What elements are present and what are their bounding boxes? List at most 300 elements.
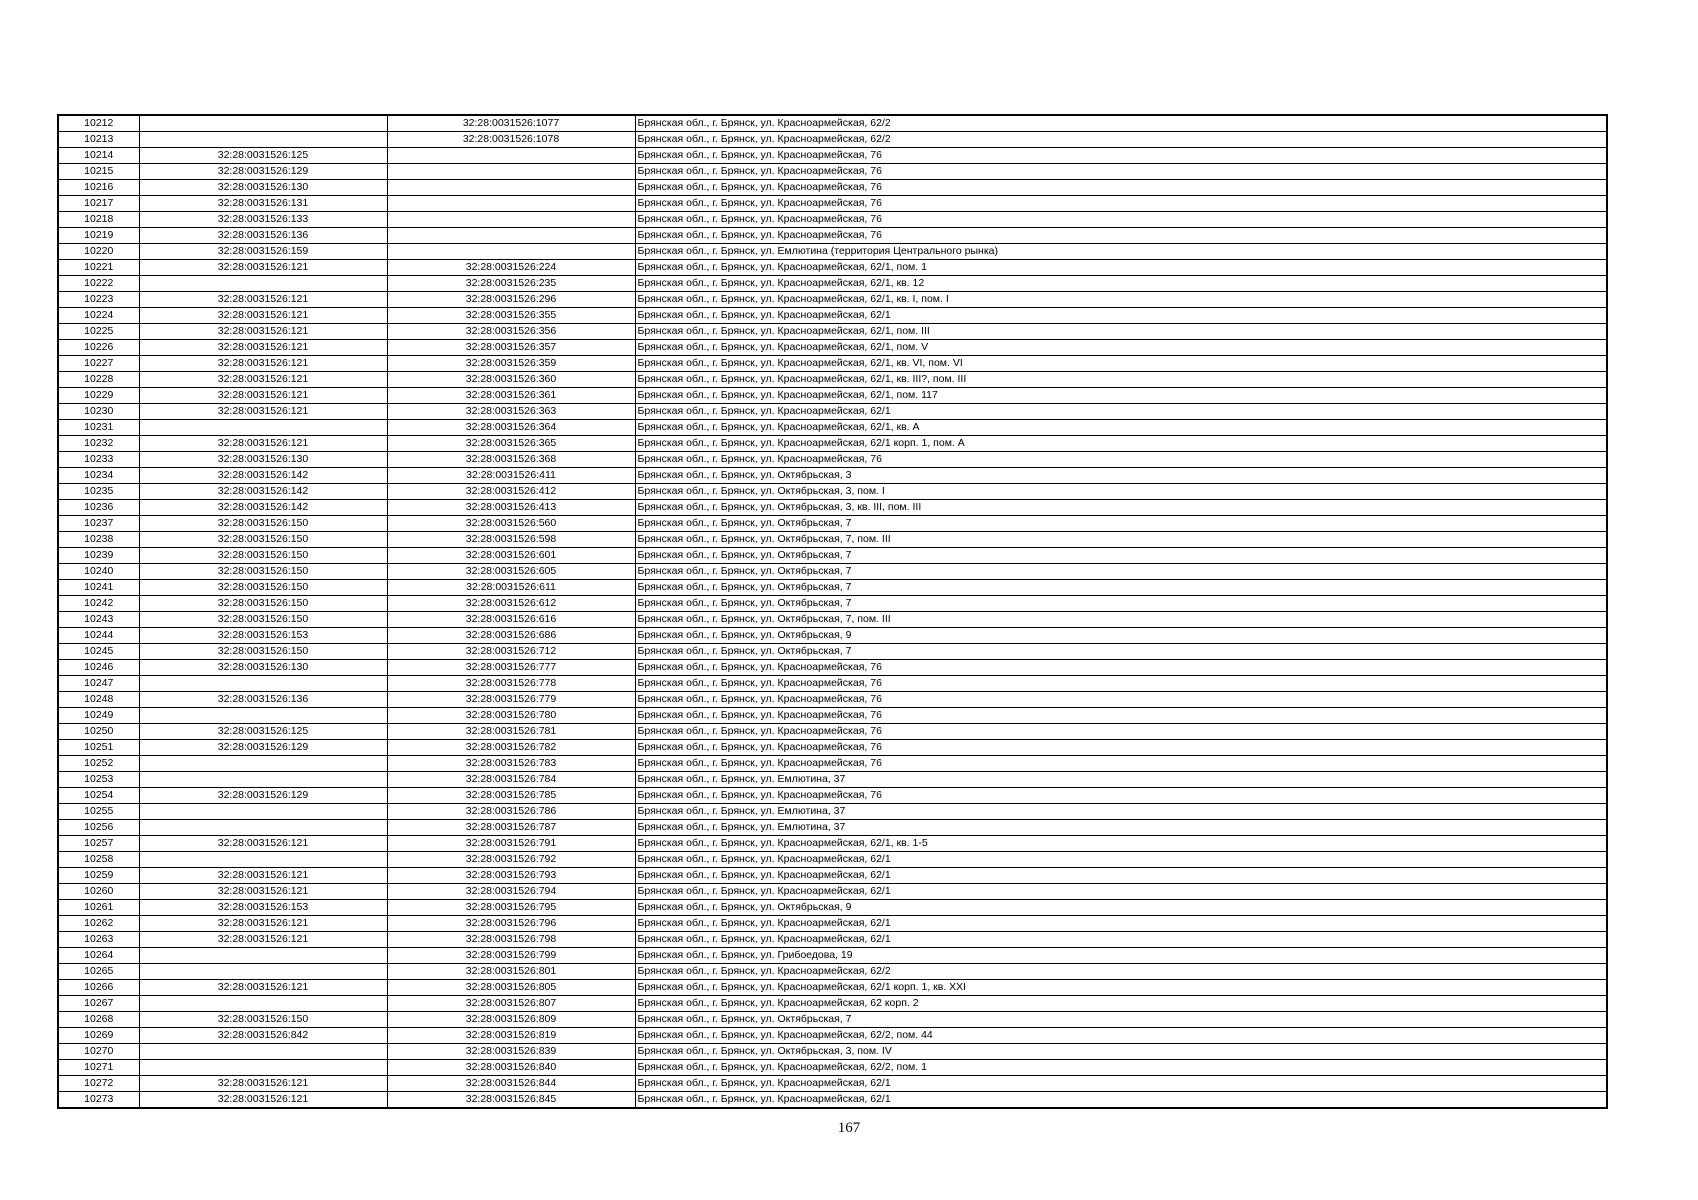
address-cell: Брянская обл., г. Брянск, ул. Красноармейская, 76: [635, 212, 1607, 228]
land-parcel-cadastral-cell: 32:28:0031526:121: [139, 884, 387, 900]
table-row: [58, 900, 1607, 916]
object-cadastral-cell: 32:28:0031526:785: [387, 788, 635, 804]
table-row: [58, 884, 1607, 900]
address-cell: Брянская обл., г. Брянск, ул. Красноармейская, 76: [635, 676, 1607, 692]
row-number-cell: 10232: [58, 436, 139, 452]
land-parcel-cadastral-cell: [139, 708, 387, 724]
land-parcel-cadastral-cell: 32:28:0031526:125: [139, 148, 387, 164]
land-parcel-cadastral-cell: 32:28:0031526:150: [139, 596, 387, 612]
land-parcel-cadastral-cell: 32:28:0031526:121: [139, 436, 387, 452]
row-number-cell: 10268: [58, 1012, 139, 1028]
object-cadastral-cell: 32:28:0031526:780: [387, 708, 635, 724]
table-row: [58, 676, 1607, 692]
address-cell: Брянская обл., г. Брянск, ул. Октябрьская, 7, пом. III: [635, 612, 1607, 628]
row-number-cell: 10230: [58, 404, 139, 420]
row-number-cell: 10272: [58, 1076, 139, 1092]
address-cell: Брянская обл., г. Брянск, ул. Красноармейская, 62/1: [635, 308, 1607, 324]
land-parcel-cadastral-cell: 32:28:0031526:159: [139, 244, 387, 260]
row-number-cell: 10265: [58, 964, 139, 980]
land-parcel-cadastral-cell: [139, 132, 387, 148]
address-cell: Брянская обл., г. Брянск, ул. Красноармейская, 76: [635, 164, 1607, 180]
table-row: [58, 628, 1607, 644]
object-cadastral-cell: 32:28:0031526:365: [387, 436, 635, 452]
table-row: [58, 164, 1607, 180]
object-cadastral-cell: 32:28:0031526:782: [387, 740, 635, 756]
row-number-cell: 10264: [58, 948, 139, 964]
address-cell: Брянская обл., г. Брянск, ул. Октябрьская, 7: [635, 548, 1607, 564]
land-parcel-cadastral-cell: [139, 676, 387, 692]
land-parcel-cadastral-cell: [139, 115, 387, 132]
land-parcel-cadastral-cell: 32:28:0031526:121: [139, 1092, 387, 1109]
address-cell: Брянская обл., г. Брянск, ул. Октябрьская, 3, кв. III, пом. III: [635, 500, 1607, 516]
address-cell: Брянская обл., г. Брянск, ул. Октябрьская, 7: [635, 580, 1607, 596]
row-number-cell: 10233: [58, 452, 139, 468]
table-body: [58, 115, 1607, 1108]
object-cadastral-cell: 32:28:0031526:363: [387, 404, 635, 420]
address-cell: Брянская обл., г. Брянск, ул. Емлютина (территория Центрального рынка): [635, 244, 1607, 260]
object-cadastral-cell: 32:28:0031526:792: [387, 852, 635, 868]
row-number-cell: 10250: [58, 724, 139, 740]
row-number-cell: 10234: [58, 468, 139, 484]
table-row: [58, 404, 1607, 420]
land-parcel-cadastral-cell: [139, 820, 387, 836]
table-row: [58, 596, 1607, 612]
row-number-cell: 10261: [58, 900, 139, 916]
land-parcel-cadastral-cell: [139, 964, 387, 980]
table-row: [58, 724, 1607, 740]
table-row: [58, 196, 1607, 212]
address-cell: Брянская обл., г. Брянск, ул. Октябрьская, 7: [635, 644, 1607, 660]
object-cadastral-cell: 32:28:0031526:235: [387, 276, 635, 292]
table-row: [58, 1076, 1607, 1092]
object-cadastral-cell: 32:28:0031526:839: [387, 1044, 635, 1060]
address-cell: Брянская обл., г. Брянск, ул. Красноармейская, 62/1, пом. III: [635, 324, 1607, 340]
land-parcel-cadastral-cell: 32:28:0031526:121: [139, 292, 387, 308]
object-cadastral-cell: [387, 196, 635, 212]
object-cadastral-cell: 32:28:0031526:411: [387, 468, 635, 484]
land-parcel-cadastral-cell: [139, 852, 387, 868]
land-parcel-cadastral-cell: 32:28:0031526:121: [139, 356, 387, 372]
address-cell: Брянская обл., г. Брянск, ул. Красноармейская, 62/2, пом. 1: [635, 1060, 1607, 1076]
object-cadastral-cell: 32:28:0031526:1078: [387, 132, 635, 148]
address-cell: Брянская обл., г. Брянск, ул. Красноармейская, 62/2: [635, 115, 1607, 132]
table-row: [58, 1044, 1607, 1060]
land-parcel-cadastral-cell: 32:28:0031526:136: [139, 692, 387, 708]
address-cell: Брянская обл., г. Брянск, ул. Красноармейская, 62/1, кв. VI, пом. VI: [635, 356, 1607, 372]
land-parcel-cadastral-cell: 32:28:0031526:121: [139, 980, 387, 996]
row-number-cell: 10253: [58, 772, 139, 788]
object-cadastral-cell: 32:28:0031526:412: [387, 484, 635, 500]
object-cadastral-cell: 32:28:0031526:560: [387, 516, 635, 532]
table-row: [58, 564, 1607, 580]
address-cell: Брянская обл., г. Брянск, ул. Красноармейская, 62/2, пом. 44: [635, 1028, 1607, 1044]
row-number-cell: 10228: [58, 372, 139, 388]
object-cadastral-cell: 32:28:0031526:779: [387, 692, 635, 708]
table-row: [58, 308, 1607, 324]
land-parcel-cadastral-cell: 32:28:0031526:129: [139, 164, 387, 180]
row-number-cell: 10263: [58, 932, 139, 948]
land-parcel-cadastral-cell: 32:28:0031526:150: [139, 532, 387, 548]
address-cell: Брянская обл., г. Брянск, ул. Емлютина, 37: [635, 820, 1607, 836]
address-cell: Брянская обл., г. Брянск, ул. Октябрьская, 9: [635, 900, 1607, 916]
land-parcel-cadastral-cell: 32:28:0031526:130: [139, 452, 387, 468]
address-cell: Брянская обл., г. Брянск, ул. Красноармейская, 76: [635, 196, 1607, 212]
object-cadastral-cell: 32:28:0031526:601: [387, 548, 635, 564]
address-cell: Брянская обл., г. Брянск, ул. Красноармейская, 76: [635, 660, 1607, 676]
object-cadastral-cell: 32:28:0031526:799: [387, 948, 635, 964]
object-cadastral-cell: 32:28:0031526:778: [387, 676, 635, 692]
object-cadastral-cell: 32:28:0031526:605: [387, 564, 635, 580]
land-parcel-cadastral-cell: [139, 420, 387, 436]
table-row: [58, 1028, 1607, 1044]
row-number-cell: 10218: [58, 212, 139, 228]
table-row: [58, 436, 1607, 452]
land-parcel-cadastral-cell: 32:28:0031526:129: [139, 740, 387, 756]
row-number-cell: 10246: [58, 660, 139, 676]
table-row: [58, 644, 1607, 660]
address-cell: Брянская обл., г. Брянск, ул. Красноармейская, 62/2: [635, 132, 1607, 148]
row-number-cell: 10267: [58, 996, 139, 1012]
row-number-cell: 10215: [58, 164, 139, 180]
table-row: [58, 804, 1607, 820]
row-number-cell: 10222: [58, 276, 139, 292]
address-cell: Брянская обл., г. Брянск, ул. Октябрьская, 7: [635, 1012, 1607, 1028]
table-row: [58, 916, 1607, 932]
object-cadastral-cell: [387, 244, 635, 260]
row-number-cell: 10229: [58, 388, 139, 404]
row-number-cell: 10273: [58, 1092, 139, 1109]
row-number-cell: 10212: [58, 115, 139, 132]
table-row: [58, 836, 1607, 852]
table-row: [58, 452, 1607, 468]
object-cadastral-cell: 32:28:0031526:360: [387, 372, 635, 388]
object-cadastral-cell: 32:28:0031526:781: [387, 724, 635, 740]
table-row: [58, 708, 1607, 724]
table-row: [58, 276, 1607, 292]
land-parcel-cadastral-cell: 32:28:0031526:142: [139, 500, 387, 516]
object-cadastral-cell: 32:28:0031526:787: [387, 820, 635, 836]
table-row: [58, 948, 1607, 964]
address-cell: Брянская обл., г. Брянск, ул. Октябрьская, 3: [635, 468, 1607, 484]
land-parcel-cadastral-cell: [139, 756, 387, 772]
row-number-cell: 10225: [58, 324, 139, 340]
land-parcel-cadastral-cell: 32:28:0031526:153: [139, 628, 387, 644]
address-cell: Брянская обл., г. Брянск, ул. Октябрьская, 7: [635, 596, 1607, 612]
table-row: [58, 852, 1607, 868]
object-cadastral-cell: 32:28:0031526:1077: [387, 115, 635, 132]
object-cadastral-cell: 32:28:0031526:793: [387, 868, 635, 884]
table-row: [58, 532, 1607, 548]
land-parcel-cadastral-cell: 32:28:0031526:121: [139, 932, 387, 948]
land-parcel-cadastral-cell: 32:28:0031526:131: [139, 196, 387, 212]
row-number-cell: 10251: [58, 740, 139, 756]
table-row: [58, 500, 1607, 516]
land-parcel-cadastral-cell: 32:28:0031526:121: [139, 916, 387, 932]
address-cell: Брянская обл., г. Брянск, ул. Грибоедова, 19: [635, 948, 1607, 964]
object-cadastral-cell: 32:28:0031526:795: [387, 900, 635, 916]
table-row: [58, 580, 1607, 596]
table-row: [58, 1092, 1607, 1109]
object-cadastral-cell: 32:28:0031526:801: [387, 964, 635, 980]
object-cadastral-cell: 32:28:0031526:612: [387, 596, 635, 612]
land-parcel-cadastral-cell: 32:28:0031526:150: [139, 644, 387, 660]
row-number-cell: 10248: [58, 692, 139, 708]
land-parcel-cadastral-cell: 32:28:0031526:121: [139, 324, 387, 340]
land-parcel-cadastral-cell: 32:28:0031526:130: [139, 660, 387, 676]
land-parcel-cadastral-cell: 32:28:0031526:121: [139, 1076, 387, 1092]
land-parcel-cadastral-cell: [139, 276, 387, 292]
row-number-cell: 10241: [58, 580, 139, 596]
row-number-cell: 10247: [58, 676, 139, 692]
row-number-cell: 10226: [58, 340, 139, 356]
land-parcel-cadastral-cell: [139, 804, 387, 820]
object-cadastral-cell: 32:28:0031526:844: [387, 1076, 635, 1092]
object-cadastral-cell: 32:28:0031526:356: [387, 324, 635, 340]
land-parcel-cadastral-cell: 32:28:0031526:150: [139, 516, 387, 532]
land-parcel-cadastral-cell: 32:28:0031526:150: [139, 612, 387, 628]
land-parcel-cadastral-cell: 32:28:0031526:136: [139, 228, 387, 244]
table-row: [58, 756, 1607, 772]
address-cell: Брянская обл., г. Брянск, ул. Октябрьская, 3, пом. IV: [635, 1044, 1607, 1060]
row-number-cell: 10260: [58, 884, 139, 900]
table-row: [58, 692, 1607, 708]
registry-table: [57, 114, 1608, 1109]
table-row: [58, 1012, 1607, 1028]
address-cell: Брянская обл., г. Брянск, ул. Красноармейская, 62/1, кв. 12: [635, 276, 1607, 292]
object-cadastral-cell: [387, 148, 635, 164]
row-number-cell: 10238: [58, 532, 139, 548]
row-number-cell: 10236: [58, 500, 139, 516]
row-number-cell: 10271: [58, 1060, 139, 1076]
row-number-cell: 10240: [58, 564, 139, 580]
address-cell: Брянская обл., г. Брянск, ул. Красноармейская, 62/1, пом. 1: [635, 260, 1607, 276]
table-row: [58, 740, 1607, 756]
object-cadastral-cell: 32:28:0031526:296: [387, 292, 635, 308]
row-number-cell: 10255: [58, 804, 139, 820]
table-row: [58, 820, 1607, 836]
address-cell: Брянская обл., г. Брянск, ул. Октябрьская, 7: [635, 564, 1607, 580]
table-row: [58, 260, 1607, 276]
row-number-cell: 10257: [58, 836, 139, 852]
object-cadastral-cell: 32:28:0031526:809: [387, 1012, 635, 1028]
land-parcel-cadastral-cell: 32:28:0031526:842: [139, 1028, 387, 1044]
land-parcel-cadastral-cell: [139, 772, 387, 788]
row-number-cell: 10266: [58, 980, 139, 996]
land-parcel-cadastral-cell: 32:28:0031526:121: [139, 836, 387, 852]
object-cadastral-cell: 32:28:0031526:786: [387, 804, 635, 820]
table-row: [58, 212, 1607, 228]
land-parcel-cadastral-cell: [139, 1060, 387, 1076]
land-parcel-cadastral-cell: 32:28:0031526:150: [139, 548, 387, 564]
table-row: [58, 996, 1607, 1012]
object-cadastral-cell: 32:28:0031526:807: [387, 996, 635, 1012]
land-parcel-cadastral-cell: 32:28:0031526:121: [139, 260, 387, 276]
address-cell: Брянская обл., г. Брянск, ул. Красноармейская, 62/1 корп. 1, кв. XXI: [635, 980, 1607, 996]
address-cell: Брянская обл., г. Брянск, ул. Красноармейская, 62/1: [635, 1076, 1607, 1092]
land-parcel-cadastral-cell: 32:28:0031526:121: [139, 308, 387, 324]
land-parcel-cadastral-cell: 32:28:0031526:150: [139, 1012, 387, 1028]
address-cell: Брянская обл., г. Брянск, ул. Октябрьская, 7, пом. III: [635, 532, 1607, 548]
address-cell: Брянская обл., г. Брянск, ул. Красноармейская, 62 корп. 2: [635, 996, 1607, 1012]
object-cadastral-cell: 32:28:0031526:791: [387, 836, 635, 852]
row-number-cell: 10227: [58, 356, 139, 372]
row-number-cell: 10252: [58, 756, 139, 772]
land-parcel-cadastral-cell: 32:28:0031526:150: [139, 564, 387, 580]
address-cell: Брянская обл., г. Брянск, ул. Красноармейская, 62/1, пом. V: [635, 340, 1607, 356]
object-cadastral-cell: 32:28:0031526:364: [387, 420, 635, 436]
address-cell: Брянская обл., г. Брянск, ул. Красноармейская, 76: [635, 788, 1607, 804]
address-cell: Брянская обл., г. Брянск, ул. Красноармейская, 76: [635, 180, 1607, 196]
address-cell: Брянская обл., г. Брянск, ул. Красноармейская, 62/1: [635, 884, 1607, 900]
row-number-cell: 10239: [58, 548, 139, 564]
address-cell: Брянская обл., г. Брянск, ул. Красноармейская, 76: [635, 452, 1607, 468]
row-number-cell: 10262: [58, 916, 139, 932]
table-row: [58, 115, 1607, 132]
land-parcel-cadastral-cell: 32:28:0031526:125: [139, 724, 387, 740]
object-cadastral-cell: 32:28:0031526:224: [387, 260, 635, 276]
object-cadastral-cell: 32:28:0031526:805: [387, 980, 635, 996]
land-parcel-cadastral-cell: [139, 948, 387, 964]
address-cell: Брянская обл., г. Брянск, ул. Красноармейская, 62/1 корп. 1, пом. А: [635, 436, 1607, 452]
object-cadastral-cell: 32:28:0031526:794: [387, 884, 635, 900]
table-row: [58, 612, 1607, 628]
table-row: [58, 132, 1607, 148]
table-row: [58, 772, 1607, 788]
object-cadastral-cell: [387, 212, 635, 228]
object-cadastral-cell: 32:28:0031526:357: [387, 340, 635, 356]
address-cell: Брянская обл., г. Брянск, ул. Красноармейская, 76: [635, 708, 1607, 724]
land-parcel-cadastral-cell: [139, 996, 387, 1012]
row-number-cell: 10237: [58, 516, 139, 532]
table-row: [58, 932, 1607, 948]
address-cell: Брянская обл., г. Брянск, ул. Красноармейская, 62/1, кв. I, пом. I: [635, 292, 1607, 308]
object-cadastral-cell: 32:28:0031526:611: [387, 580, 635, 596]
row-number-cell: 10249: [58, 708, 139, 724]
row-number-cell: 10256: [58, 820, 139, 836]
land-parcel-cadastral-cell: 32:28:0031526:121: [139, 868, 387, 884]
address-cell: Брянская обл., г. Брянск, ул. Октябрьская, 7: [635, 516, 1607, 532]
object-cadastral-cell: 32:28:0031526:598: [387, 532, 635, 548]
row-number-cell: 10258: [58, 852, 139, 868]
page-number: 167: [837, 1120, 861, 1136]
object-cadastral-cell: 32:28:0031526:413: [387, 500, 635, 516]
object-cadastral-cell: 32:28:0031526:712: [387, 644, 635, 660]
land-parcel-cadastral-cell: 32:28:0031526:153: [139, 900, 387, 916]
land-parcel-cadastral-cell: 32:28:0031526:133: [139, 212, 387, 228]
land-parcel-cadastral-cell: 32:28:0031526:142: [139, 484, 387, 500]
address-cell: Брянская обл., г. Брянск, ул. Красноармейская, 76: [635, 228, 1607, 244]
table-row: [58, 244, 1607, 260]
land-parcel-cadastral-cell: 32:28:0031526:121: [139, 404, 387, 420]
address-cell: Брянская обл., г. Брянск, ул. Красноармейская, 62/1: [635, 868, 1607, 884]
land-parcel-cadastral-cell: 32:28:0031526:150: [139, 580, 387, 596]
address-cell: Брянская обл., г. Брянск, ул. Красноармейская, 62/2: [635, 964, 1607, 980]
row-number-cell: 10244: [58, 628, 139, 644]
table-row: [58, 372, 1607, 388]
table-row: [58, 484, 1607, 500]
table-row: [58, 788, 1607, 804]
row-number-cell: 10214: [58, 148, 139, 164]
row-number-cell: 10220: [58, 244, 139, 260]
object-cadastral-cell: 32:28:0031526:819: [387, 1028, 635, 1044]
table-row: [58, 980, 1607, 996]
row-number-cell: 10216: [58, 180, 139, 196]
object-cadastral-cell: 32:28:0031526:840: [387, 1060, 635, 1076]
table-row: [58, 548, 1607, 564]
table-row: [58, 180, 1607, 196]
row-number-cell: 10231: [58, 420, 139, 436]
address-cell: Брянская обл., г. Брянск, ул. Красноармейская, 76: [635, 148, 1607, 164]
object-cadastral-cell: [387, 180, 635, 196]
address-cell: Брянская обл., г. Брянск, ул. Красноармейская, 62/1, кв. А: [635, 420, 1607, 436]
object-cadastral-cell: [387, 164, 635, 180]
table-row: [58, 340, 1607, 356]
object-cadastral-cell: 32:28:0031526:359: [387, 356, 635, 372]
row-number-cell: 10259: [58, 868, 139, 884]
land-parcel-cadastral-cell: 32:28:0031526:129: [139, 788, 387, 804]
address-cell: Брянская обл., г. Брянск, ул. Емлютина, 37: [635, 772, 1607, 788]
table-row: [58, 516, 1607, 532]
row-number-cell: 10219: [58, 228, 139, 244]
land-parcel-cadastral-cell: 32:28:0031526:130: [139, 180, 387, 196]
object-cadastral-cell: 32:28:0031526:686: [387, 628, 635, 644]
row-number-cell: 10270: [58, 1044, 139, 1060]
table-row: [58, 964, 1607, 980]
object-cadastral-cell: 32:28:0031526:845: [387, 1092, 635, 1109]
table-row: [58, 1060, 1607, 1076]
object-cadastral-cell: 32:28:0031526:777: [387, 660, 635, 676]
object-cadastral-cell: 32:28:0031526:361: [387, 388, 635, 404]
table-row: [58, 420, 1607, 436]
table-row: [58, 324, 1607, 340]
land-parcel-cadastral-cell: 32:28:0031526:121: [139, 388, 387, 404]
address-cell: Брянская обл., г. Брянск, ул. Емлютина, 37: [635, 804, 1607, 820]
row-number-cell: 10217: [58, 196, 139, 212]
object-cadastral-cell: 32:28:0031526:798: [387, 932, 635, 948]
object-cadastral-cell: [387, 228, 635, 244]
land-parcel-cadastral-cell: 32:28:0031526:121: [139, 340, 387, 356]
address-cell: Брянская обл., г. Брянск, ул. Октябрьская, 3, пом. I: [635, 484, 1607, 500]
row-number-cell: 10242: [58, 596, 139, 612]
row-number-cell: 10235: [58, 484, 139, 500]
row-number-cell: 10223: [58, 292, 139, 308]
row-number-cell: 10269: [58, 1028, 139, 1044]
object-cadastral-cell: 32:28:0031526:784: [387, 772, 635, 788]
row-number-cell: 10221: [58, 260, 139, 276]
land-parcel-cadastral-cell: 32:28:0031526:142: [139, 468, 387, 484]
address-cell: Брянская обл., г. Брянск, ул. Красноармейская, 76: [635, 724, 1607, 740]
row-number-cell: 10254: [58, 788, 139, 804]
address-cell: Брянская обл., г. Брянск, ул. Красноармейская, 62/1, пом. 117: [635, 388, 1607, 404]
row-number-cell: 10213: [58, 132, 139, 148]
address-cell: Брянская обл., г. Брянск, ул. Октябрьская, 9: [635, 628, 1607, 644]
object-cadastral-cell: 32:28:0031526:783: [387, 756, 635, 772]
object-cadastral-cell: 32:28:0031526:796: [387, 916, 635, 932]
address-cell: Брянская обл., г. Брянск, ул. Красноармейская, 62/1: [635, 932, 1607, 948]
table-row: [58, 868, 1607, 884]
table-row: [58, 228, 1607, 244]
table-row: [58, 148, 1607, 164]
table-row: [58, 356, 1607, 372]
table-row: [58, 660, 1607, 676]
land-parcel-cadastral-cell: 32:28:0031526:121: [139, 372, 387, 388]
address-cell: Брянская обл., г. Брянск, ул. Красноармейская, 76: [635, 740, 1607, 756]
address-cell: Брянская обл., г. Брянск, ул. Красноармейская, 62/1: [635, 916, 1607, 932]
address-cell: Брянская обл., г. Брянск, ул. Красноармейская, 62/1: [635, 1092, 1607, 1109]
address-cell: Брянская обл., г. Брянск, ул. Красноармейская, 62/1: [635, 404, 1607, 420]
land-parcel-cadastral-cell: [139, 1044, 387, 1060]
table-row: [58, 388, 1607, 404]
